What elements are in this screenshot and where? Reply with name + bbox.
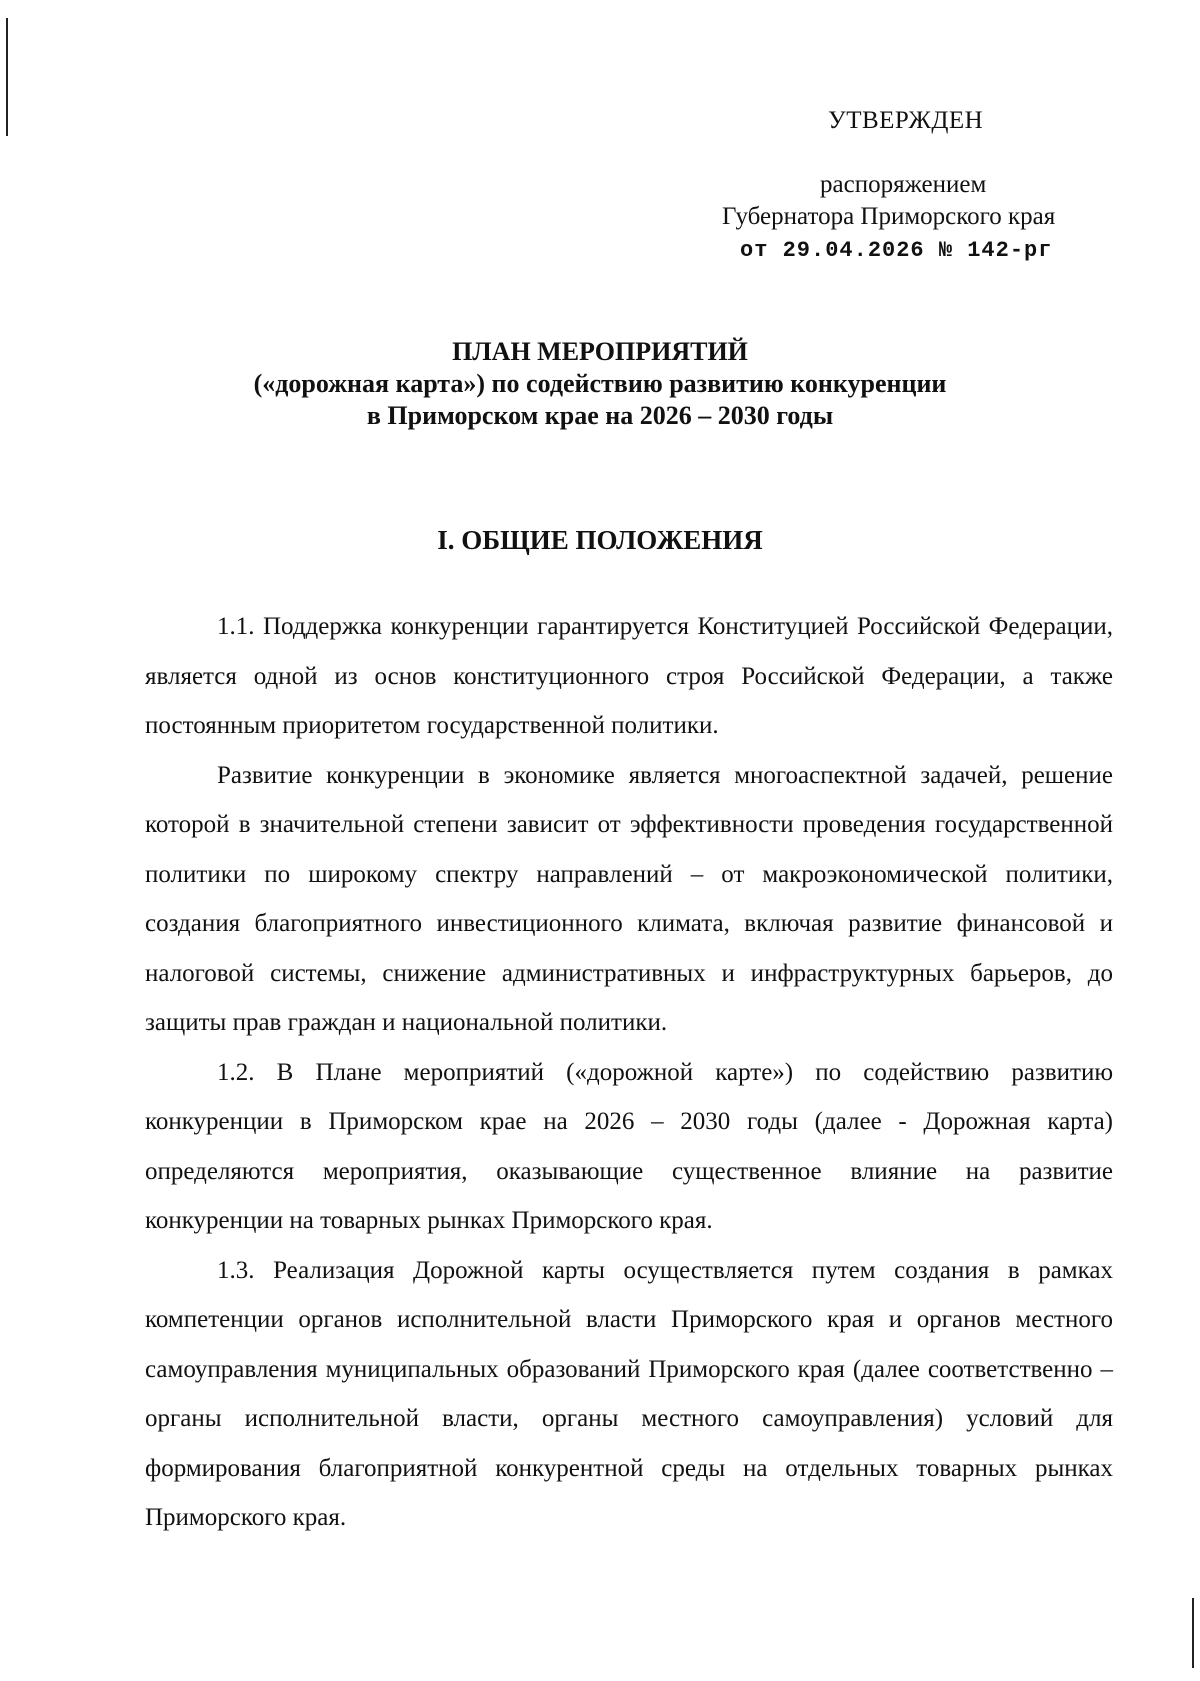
document-body [145,602,1113,1543]
section-heading: I. ОБЩИЕ ПОЛОЖЕНИЯ [437,525,763,555]
approval-title: УТВЕРЖДЕН [828,107,984,134]
paragraph-competition-development: Развитие конкуренции в экономике является многоаспектной задачей, решение которой в значительной степени зависит от эффективности проведения государственной политики по широкому спектру направлений – от макроэкономической политики, создания благоприятного инвестиционного климата, включая развитие финансовой и налоговой системы, снижение административных и инфраструктурных барьеров, до защиты прав граждан и национальной политики. [145,761,1113,1036]
approval-date-number: от 29.04.2026 № 142-рг [740,238,1053,263]
approval-authority: Губернатора Приморского края [722,203,1056,230]
approval-order-label: распоряжением [820,171,987,198]
scan-edge-mark-left [6,18,8,136]
plan-title [0,336,1200,432]
plan-title-line-1: ПЛАН МЕРОПРИЯТИЙ [452,337,748,366]
plan-title-line-3: в Приморском крае на 2026 – 2030 годы [366,401,834,430]
scan-edge-mark-right [1192,1598,1194,1668]
paragraph-1-2: 1.2. В Плане мероприятий («дорожной карте») по содействию развитию конкуренции в Приморском крае на 2026 – 2030 годы (далее - Дорожная карта) определяются мероприятия, оказывающие существенное влияние на развитие конкуренции на товарных рынках Приморского края. [145,1058,1113,1234]
plan-title-line-2: («дорожная карта») по содействию развитию конкуренции [253,369,947,398]
paragraph-1-1: 1.1. Поддержка конкуренции гарантируется Конституцией Российской Федерации, является одной из основ конституционного строя Российской Федерации, а также постоянным приоритетом государственной политики. [145,613,1113,739]
paragraph-1-3: 1.3. Реализация Дорожной карты осуществляется путем создания в рамках компетенции органов исполнительной власти Приморского края и органов местного самоуправления муниципальных образований Приморского края (далее соответственно – органы исполнительной власти, органы местного самоуправления) условий для формирования благоприятной конкурентной среды на отдельных товарных рынках Приморского края. [145,1256,1113,1531]
